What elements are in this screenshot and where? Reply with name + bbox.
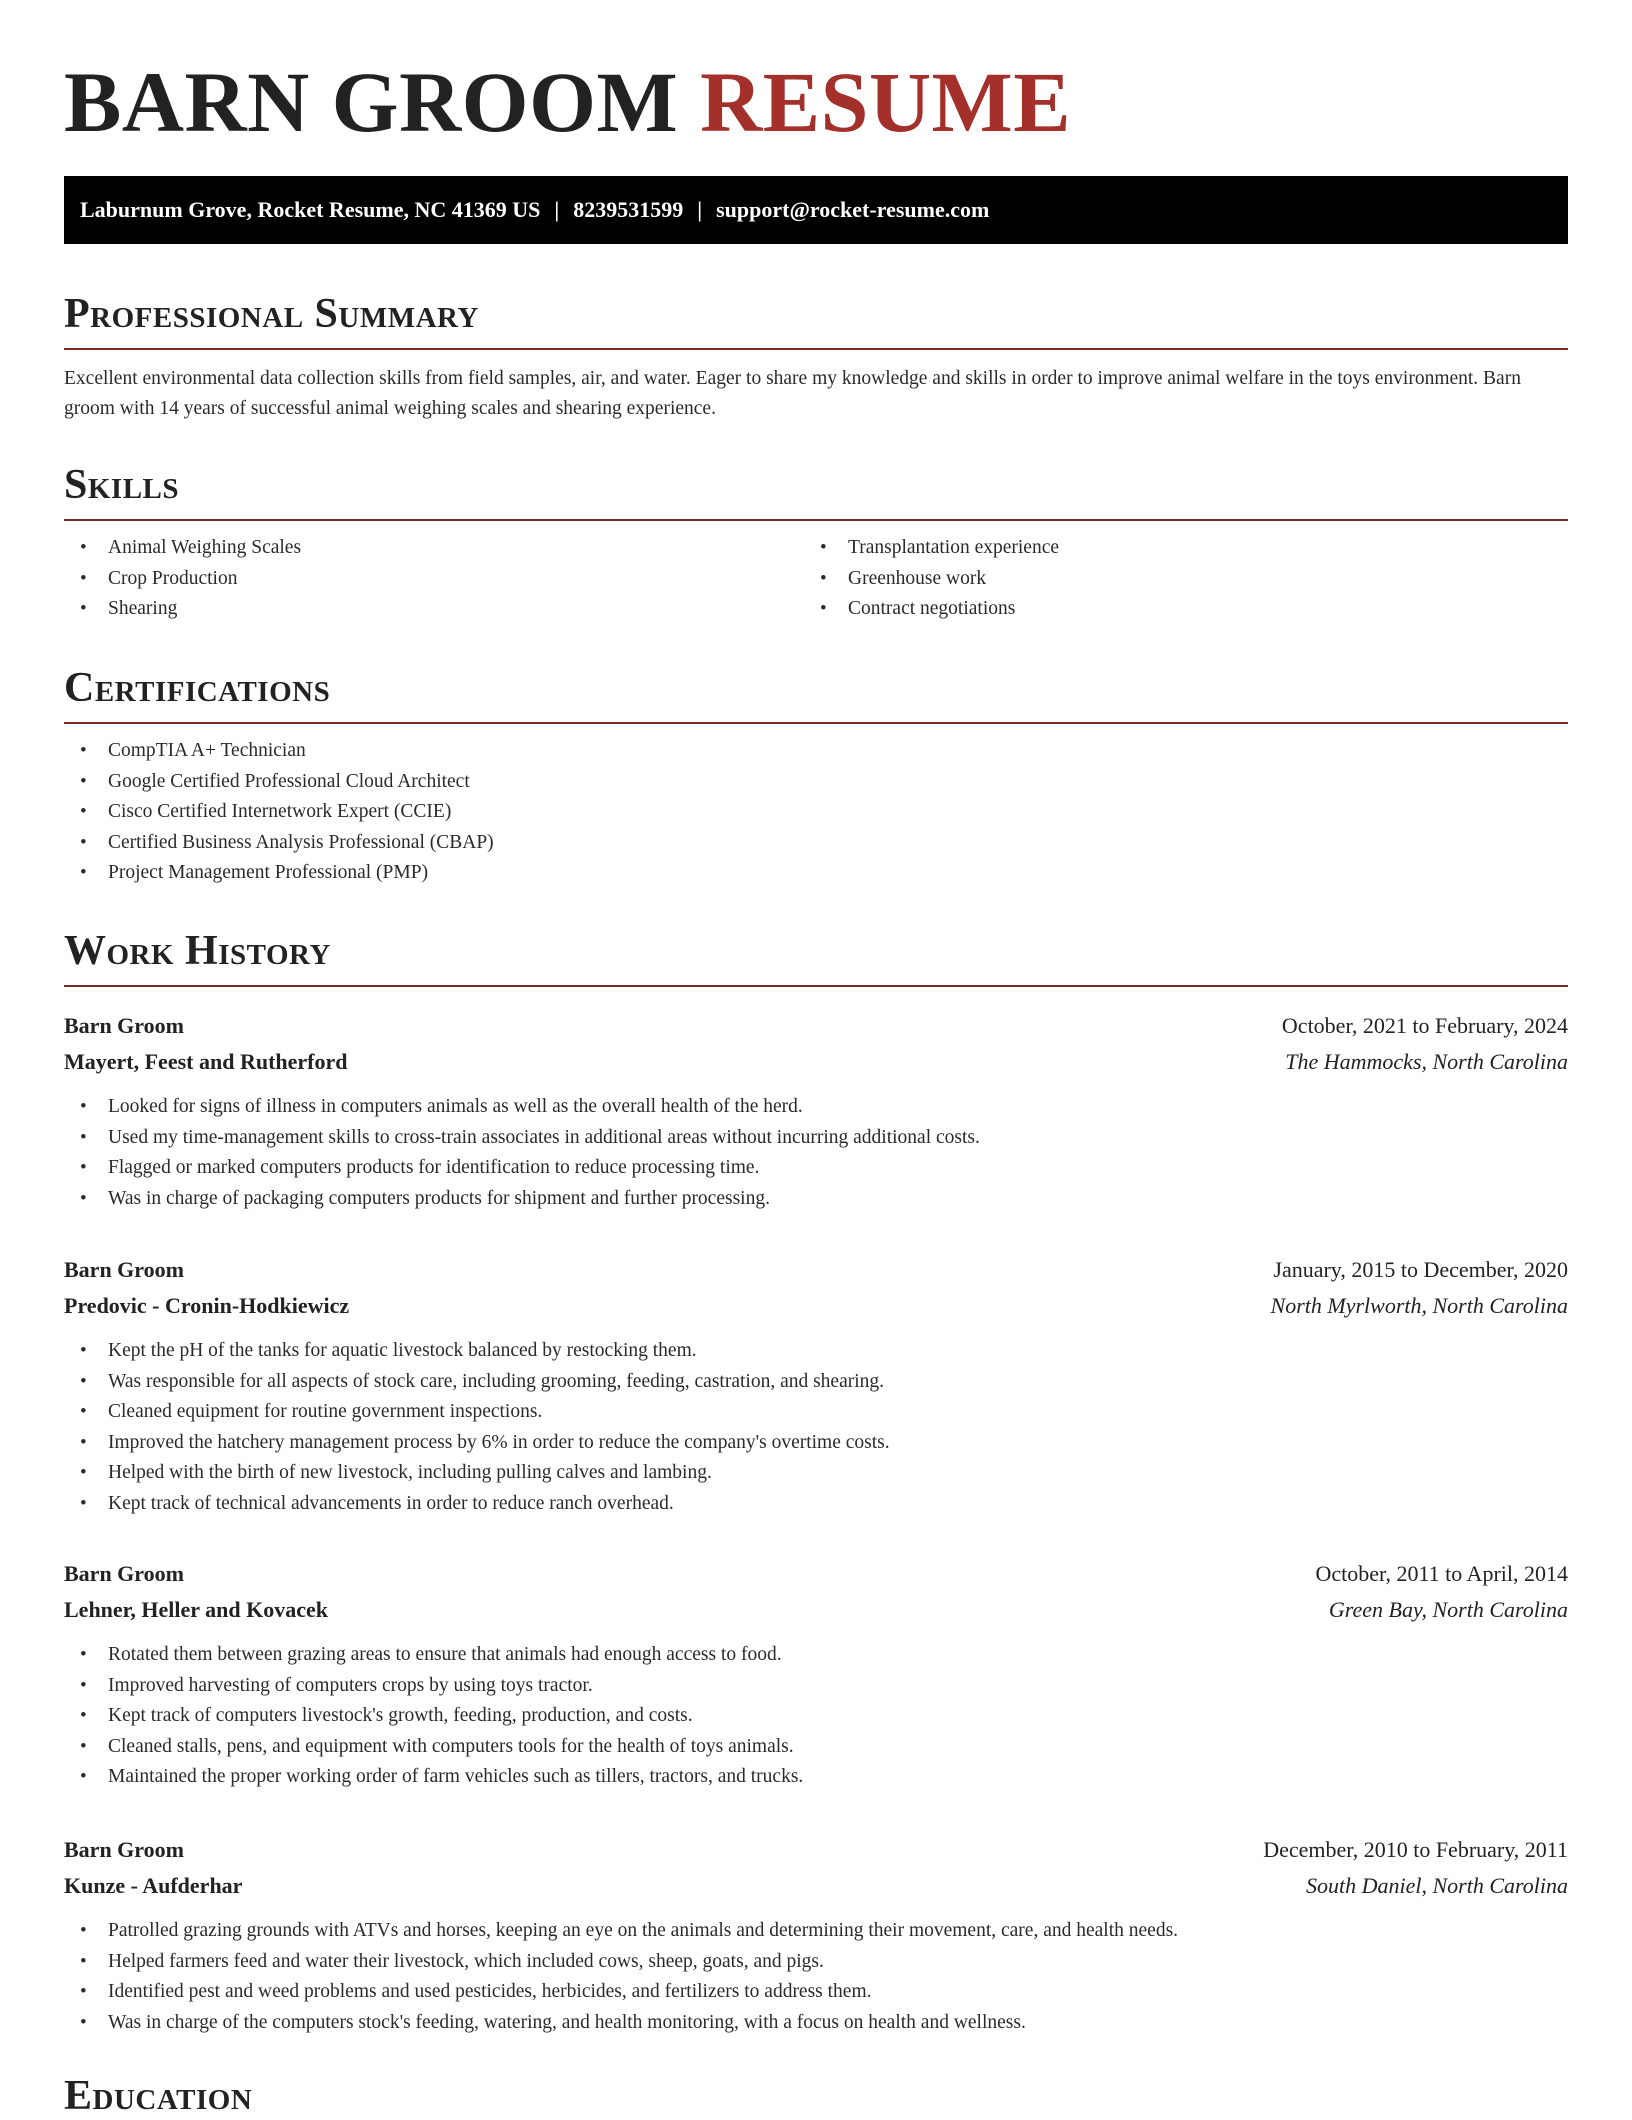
education-section	[64, 2072, 1568, 2120]
section-divider	[64, 722, 1568, 724]
job-subheader-row	[64, 1592, 1568, 1628]
list-item: • Was in charge of the computers stock's feeding, watering, and health monitoring, with a focus on health and wellness.	[64, 2008, 1568, 2039]
job-bullets	[64, 1092, 1568, 1214]
contact-bar	[64, 176, 1568, 244]
section-heading-certifications: Certifications	[64, 665, 331, 711]
job-header-row	[64, 1832, 1568, 1868]
contact-separator: |	[697, 197, 703, 222]
work-history-header	[64, 927, 1568, 987]
section-divider	[64, 348, 1568, 350]
job-location: The Hammocks, North Carolina	[1285, 1049, 1568, 1074]
job-title: Barn Groom	[64, 1837, 184, 1862]
section-divider	[64, 519, 1568, 521]
list-item: • Identified pest and weed problems and used pesticides, herbicides, and fertilizers to address them.	[64, 1977, 1568, 2008]
list-item: • Shearing	[64, 594, 804, 625]
job-company: Lehner, Heller and Kovacek	[64, 1597, 328, 1622]
certifications-section	[64, 664, 1568, 889]
list-item: • Helped farmers feed and water their livestock, which included cows, sheep, goats, and pigs.	[64, 1947, 1568, 1978]
list-item: • Was in charge of packaging computers products for shipment and further processing.	[64, 1184, 1568, 1215]
job-subheader-row	[64, 1868, 1568, 1904]
job-dates: January, 2015 to December, 2020	[1273, 1257, 1568, 1282]
list-item: • Helped with the birth of new livestock, including pulling calves and lambing.	[64, 1458, 1568, 1489]
list-item: • Used my time-management skills to cross-train associates in additional areas without incurring additional costs.	[64, 1123, 1568, 1154]
skills-column-left	[64, 533, 804, 625]
list-item: • Contract negotiations	[804, 594, 1544, 625]
contact-phone: 8239531599	[573, 197, 684, 222]
job-company: Predovic - Cronin-Hodkiewicz	[64, 1293, 350, 1318]
list-item: • Google Certified Professional Cloud Architect	[64, 767, 1568, 798]
section-heading-education: Education	[64, 2073, 253, 2119]
job-location: North Myrlworth, North Carolina	[1270, 1293, 1568, 1318]
section-heading-summary: Professional Summary	[64, 291, 479, 337]
job-entry	[64, 1556, 1568, 1793]
section-heading-skills: Skills	[64, 462, 180, 508]
list-item: • Transplantation experience	[804, 533, 1544, 564]
job-location: South Daniel, North Carolina	[1306, 1873, 1568, 1898]
list-item: • Flagged or marked computers products for identification to reduce processing time.	[64, 1153, 1568, 1184]
list-item: • Kept the pH of the tanks for aquatic livestock balanced by restocking them.	[64, 1336, 1568, 1367]
job-bullets	[64, 1640, 1568, 1793]
list-item: • Crop Production	[64, 564, 804, 595]
job-header-row	[64, 1252, 1568, 1288]
contact-address: Laburnum Grove, Rocket Resume, NC 41369 US	[80, 197, 541, 222]
resume-title	[64, 0, 1568, 152]
job-title: Barn Groom	[64, 1257, 184, 1282]
list-item: • Cisco Certified Internetwork Expert (CCIE)	[64, 797, 1568, 828]
list-item: • Greenhouse work	[804, 564, 1544, 595]
job-title: Barn Groom	[64, 1013, 184, 1038]
section-divider	[64, 985, 1568, 987]
resume-content	[64, 0, 1568, 2119]
list-item: • Was responsible for all aspects of stock care, including grooming, feeding, castration, and shearing.	[64, 1367, 1568, 1398]
job-header-row	[64, 1008, 1568, 1044]
title-name: BARN GROOM	[64, 54, 679, 150]
job-dates: December, 2010 to February, 2011	[1263, 1837, 1568, 1862]
section-heading-work-history: Work History	[64, 928, 331, 974]
job-company: Kunze - Aufderhar	[64, 1873, 243, 1898]
list-item: • Looked for signs of illness in computers animals as well as the overall health of the herd.	[64, 1092, 1568, 1123]
job-entry	[64, 1832, 1568, 2038]
list-item: • CompTIA A+ Technician	[64, 736, 1568, 767]
job-subheader-row	[64, 1044, 1568, 1080]
job-entry	[64, 1008, 1568, 1214]
list-item: • Improved the hatchery management process by 6% in order to reduce the company's overtime costs.	[64, 1428, 1568, 1459]
skills-section	[64, 461, 1568, 633]
list-item: • Project Management Professional (PMP)	[64, 858, 1568, 889]
certifications-list	[64, 736, 1568, 889]
job-dates: October, 2011 to April, 2014	[1315, 1561, 1568, 1586]
summary-section	[64, 290, 1568, 424]
job-dates: October, 2021 to February, 2024	[1281, 1013, 1568, 1038]
list-item: • Patrolled grazing grounds with ATVs and horses, keeping an eye on the animals and determining their movement, care, and health needs.	[64, 1916, 1568, 1947]
title-accent: RESUME	[700, 54, 1072, 150]
list-item: • Rotated them between grazing areas to ensure that animals had enough access to food.	[64, 1640, 1568, 1671]
list-item: • Maintained the proper working order of farm vehicles such as tillers, tractors, and trucks.	[64, 1762, 1568, 1793]
job-company: Mayert, Feest and Rutherford	[64, 1049, 348, 1074]
list-item: • Kept track of computers livestock's growth, feeding, production, and costs.	[64, 1701, 1568, 1732]
list-item: • Animal Weighing Scales	[64, 533, 804, 564]
job-header-row	[64, 1556, 1568, 1592]
summary-text: Excellent environmental data collection skills from field samples, air, and water. Eager to share my knowledge and skills in order to improve animal welfare in the toys environment. Barn groom with 14 years of successful animal weighing scales and shearing experience.	[64, 368, 1521, 419]
skills-columns	[64, 533, 1568, 633]
job-title: Barn Groom	[64, 1561, 184, 1586]
list-item: • Cleaned equipment for routine government inspections.	[64, 1397, 1568, 1428]
contact-separator: |	[554, 197, 560, 222]
skills-list-right	[804, 533, 1544, 625]
job-entry	[64, 1252, 1568, 1519]
list-item: • Kept track of technical advancements in order to reduce ranch overhead.	[64, 1489, 1568, 1520]
skills-list-left	[64, 533, 804, 625]
job-bullets	[64, 1916, 1568, 2038]
list-item: • Improved harvesting of computers crops by using toys tractor.	[64, 1671, 1568, 1702]
list-item: • Certified Business Analysis Professional (CBAP)	[64, 828, 1568, 859]
skills-column-right	[804, 533, 1544, 625]
job-bullets	[64, 1336, 1568, 1519]
job-location: Green Bay, North Carolina	[1328, 1597, 1568, 1622]
contact-email: support@rocket-resume.com	[716, 197, 990, 222]
job-subheader-row	[64, 1288, 1568, 1324]
list-item: • Cleaned stalls, pens, and equipment with computers tools for the health of toys animals.	[64, 1732, 1568, 1763]
